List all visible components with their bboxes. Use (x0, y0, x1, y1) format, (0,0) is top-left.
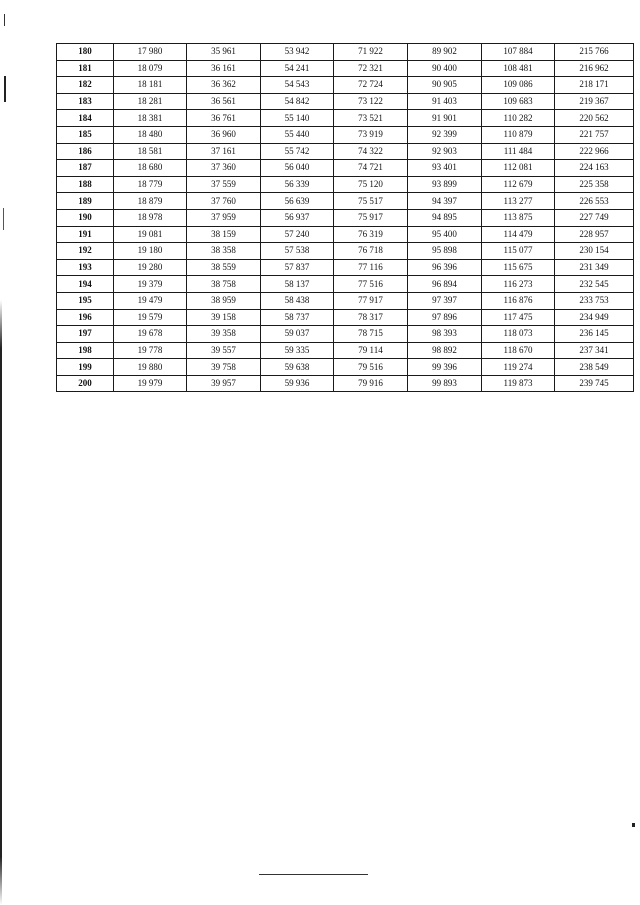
value-cell: 72 321 (334, 60, 408, 77)
table-row (57, 292, 634, 309)
value-cell: 18 079 (114, 60, 187, 77)
value-cell: 78 317 (334, 309, 408, 326)
scan-artifact (632, 823, 635, 827)
value-cell: 36 761 (187, 110, 261, 127)
value-cell: 36 362 (187, 77, 261, 94)
footer-divider (259, 874, 368, 875)
value-cell: 39 957 (187, 375, 261, 392)
value-cell: 232 545 (555, 276, 634, 293)
value-cell: 96 894 (408, 276, 482, 293)
value-cell: 107 884 (482, 44, 555, 61)
value-cell: 91 403 (408, 93, 482, 110)
value-cell: 19 678 (114, 326, 187, 343)
value-cell: 56 937 (261, 209, 334, 226)
value-cell: 38 758 (187, 276, 261, 293)
value-cell: 225 358 (555, 176, 634, 193)
value-cell: 218 171 (555, 77, 634, 94)
table-row (57, 209, 634, 226)
data-table (56, 43, 634, 392)
value-cell: 215 766 (555, 44, 634, 61)
value-cell: 56 639 (261, 193, 334, 210)
value-cell: 79 916 (334, 375, 408, 392)
value-cell: 18 879 (114, 193, 187, 210)
value-cell: 19 479 (114, 292, 187, 309)
value-cell: 115 077 (482, 243, 555, 260)
value-cell: 55 742 (261, 143, 334, 160)
value-cell: 57 240 (261, 226, 334, 243)
value-cell: 74 721 (334, 160, 408, 177)
table-row (57, 359, 634, 376)
value-cell: 18 381 (114, 110, 187, 127)
value-cell: 224 163 (555, 160, 634, 177)
value-cell: 58 438 (261, 292, 334, 309)
value-cell: 19 778 (114, 342, 187, 359)
value-cell: 231 349 (555, 259, 634, 276)
value-cell: 38 358 (187, 243, 261, 260)
value-cell: 59 638 (261, 359, 334, 376)
table-row (57, 126, 634, 143)
row-number-cell: 196 (57, 309, 114, 326)
value-cell: 93 899 (408, 176, 482, 193)
value-cell: 115 675 (482, 259, 555, 276)
scan-artifact (3, 208, 4, 230)
value-cell: 36 161 (187, 60, 261, 77)
table-body (57, 44, 634, 392)
value-cell: 59 037 (261, 326, 334, 343)
value-cell: 73 521 (334, 110, 408, 127)
value-cell: 19 979 (114, 375, 187, 392)
value-cell: 234 949 (555, 309, 634, 326)
value-cell: 216 962 (555, 60, 634, 77)
row-number-cell: 195 (57, 292, 114, 309)
value-cell: 95 400 (408, 226, 482, 243)
value-cell: 238 549 (555, 359, 634, 376)
row-number-cell: 183 (57, 93, 114, 110)
table-row (57, 93, 634, 110)
value-cell: 19 880 (114, 359, 187, 376)
value-cell: 94 895 (408, 209, 482, 226)
value-cell: 39 158 (187, 309, 261, 326)
value-cell: 228 957 (555, 226, 634, 243)
value-cell: 19 280 (114, 259, 187, 276)
value-cell: 76 718 (334, 243, 408, 260)
value-cell: 93 401 (408, 160, 482, 177)
value-cell: 18 779 (114, 176, 187, 193)
value-cell: 18 281 (114, 93, 187, 110)
row-number-cell: 193 (57, 259, 114, 276)
value-cell: 55 140 (261, 110, 334, 127)
value-cell: 56 339 (261, 176, 334, 193)
row-number-cell: 184 (57, 110, 114, 127)
value-cell: 17 980 (114, 44, 187, 61)
row-number-cell: 188 (57, 176, 114, 193)
value-cell: 219 367 (555, 93, 634, 110)
value-cell: 75 517 (334, 193, 408, 210)
row-number-cell: 190 (57, 209, 114, 226)
row-number-cell: 198 (57, 342, 114, 359)
table-row (57, 276, 634, 293)
table-row (57, 259, 634, 276)
value-cell: 71 922 (334, 44, 408, 61)
row-number-cell: 186 (57, 143, 114, 160)
value-cell: 39 758 (187, 359, 261, 376)
table-row (57, 176, 634, 193)
value-cell: 236 145 (555, 326, 634, 343)
value-cell: 89 902 (408, 44, 482, 61)
value-cell: 114 479 (482, 226, 555, 243)
value-cell: 39 358 (187, 326, 261, 343)
row-number-cell: 191 (57, 226, 114, 243)
value-cell: 37 161 (187, 143, 261, 160)
value-cell: 97 896 (408, 309, 482, 326)
value-cell: 99 893 (408, 375, 482, 392)
value-cell: 108 481 (482, 60, 555, 77)
value-cell: 55 440 (261, 126, 334, 143)
table-row (57, 326, 634, 343)
value-cell: 73 122 (334, 93, 408, 110)
value-cell: 118 073 (482, 326, 555, 343)
value-cell: 95 898 (408, 243, 482, 260)
table-row (57, 143, 634, 160)
value-cell: 57 538 (261, 243, 334, 260)
table-row (57, 309, 634, 326)
value-cell: 58 137 (261, 276, 334, 293)
value-cell: 119 274 (482, 359, 555, 376)
value-cell: 75 120 (334, 176, 408, 193)
table-row (57, 110, 634, 127)
value-cell: 18 581 (114, 143, 187, 160)
value-cell: 119 873 (482, 375, 555, 392)
value-cell: 59 936 (261, 375, 334, 392)
table-row (57, 193, 634, 210)
value-cell: 109 683 (482, 93, 555, 110)
value-cell: 92 903 (408, 143, 482, 160)
value-cell: 113 277 (482, 193, 555, 210)
value-cell: 116 876 (482, 292, 555, 309)
value-cell: 222 966 (555, 143, 634, 160)
value-cell: 37 760 (187, 193, 261, 210)
value-cell: 72 724 (334, 77, 408, 94)
value-cell: 18 978 (114, 209, 187, 226)
value-cell: 91 901 (408, 110, 482, 127)
value-cell: 35 961 (187, 44, 261, 61)
value-cell: 239 745 (555, 375, 634, 392)
value-cell: 39 557 (187, 342, 261, 359)
value-cell: 79 516 (334, 359, 408, 376)
row-number-cell: 192 (57, 243, 114, 260)
value-cell: 79 114 (334, 342, 408, 359)
value-cell: 38 959 (187, 292, 261, 309)
value-cell: 74 322 (334, 143, 408, 160)
value-cell: 58 737 (261, 309, 334, 326)
table-row (57, 226, 634, 243)
value-cell: 113 875 (482, 209, 555, 226)
value-cell: 94 397 (408, 193, 482, 210)
value-cell: 19 579 (114, 309, 187, 326)
value-cell: 36 960 (187, 126, 261, 143)
value-cell: 77 917 (334, 292, 408, 309)
value-cell: 98 393 (408, 326, 482, 343)
value-cell: 221 757 (555, 126, 634, 143)
value-cell: 38 559 (187, 259, 261, 276)
scan-edge (0, 300, 2, 905)
value-cell: 99 396 (408, 359, 482, 376)
value-cell: 112 081 (482, 160, 555, 177)
value-cell: 19 081 (114, 226, 187, 243)
value-cell: 98 892 (408, 342, 482, 359)
value-cell: 18 480 (114, 126, 187, 143)
row-number-cell: 180 (57, 44, 114, 61)
table-row (57, 77, 634, 94)
value-cell: 18 680 (114, 160, 187, 177)
table-row (57, 243, 634, 260)
value-cell: 73 919 (334, 126, 408, 143)
row-number-cell: 181 (57, 60, 114, 77)
value-cell: 78 715 (334, 326, 408, 343)
value-cell: 56 040 (261, 160, 334, 177)
row-number-cell: 199 (57, 359, 114, 376)
value-cell: 233 753 (555, 292, 634, 309)
value-cell: 116 273 (482, 276, 555, 293)
value-cell: 109 086 (482, 77, 555, 94)
value-cell: 92 399 (408, 126, 482, 143)
value-cell: 117 475 (482, 309, 555, 326)
value-cell: 38 159 (187, 226, 261, 243)
row-number-cell: 194 (57, 276, 114, 293)
value-cell: 77 116 (334, 259, 408, 276)
value-cell: 59 335 (261, 342, 334, 359)
value-cell: 37 959 (187, 209, 261, 226)
value-cell: 37 360 (187, 160, 261, 177)
value-cell: 110 282 (482, 110, 555, 127)
table-row (57, 375, 634, 392)
value-cell: 19 180 (114, 243, 187, 260)
value-cell: 19 379 (114, 276, 187, 293)
scan-artifact (4, 14, 5, 26)
value-cell: 75 917 (334, 209, 408, 226)
row-number-cell: 187 (57, 160, 114, 177)
value-cell: 90 905 (408, 77, 482, 94)
value-cell: 220 562 (555, 110, 634, 127)
value-cell: 237 341 (555, 342, 634, 359)
row-number-cell: 200 (57, 375, 114, 392)
row-number-cell: 197 (57, 326, 114, 343)
value-cell: 57 837 (261, 259, 334, 276)
value-cell: 97 397 (408, 292, 482, 309)
value-cell: 111 484 (482, 143, 555, 160)
value-cell: 110 879 (482, 126, 555, 143)
value-cell: 76 319 (334, 226, 408, 243)
value-cell: 112 679 (482, 176, 555, 193)
row-number-cell: 182 (57, 77, 114, 94)
value-cell: 226 553 (555, 193, 634, 210)
table-row (57, 342, 634, 359)
row-number-cell: 185 (57, 126, 114, 143)
value-cell: 90 400 (408, 60, 482, 77)
value-cell: 54 241 (261, 60, 334, 77)
value-cell: 227 749 (555, 209, 634, 226)
row-number-cell: 189 (57, 193, 114, 210)
value-cell: 230 154 (555, 243, 634, 260)
table-row (57, 160, 634, 177)
scan-artifact (4, 76, 6, 102)
value-cell: 54 842 (261, 93, 334, 110)
table-row (57, 60, 634, 77)
value-cell: 53 942 (261, 44, 334, 61)
value-cell: 96 396 (408, 259, 482, 276)
value-cell: 37 559 (187, 176, 261, 193)
value-cell: 77 516 (334, 276, 408, 293)
table-row (57, 44, 634, 61)
value-cell: 36 561 (187, 93, 261, 110)
value-cell: 118 670 (482, 342, 555, 359)
value-cell: 18 181 (114, 77, 187, 94)
value-cell: 54 543 (261, 77, 334, 94)
